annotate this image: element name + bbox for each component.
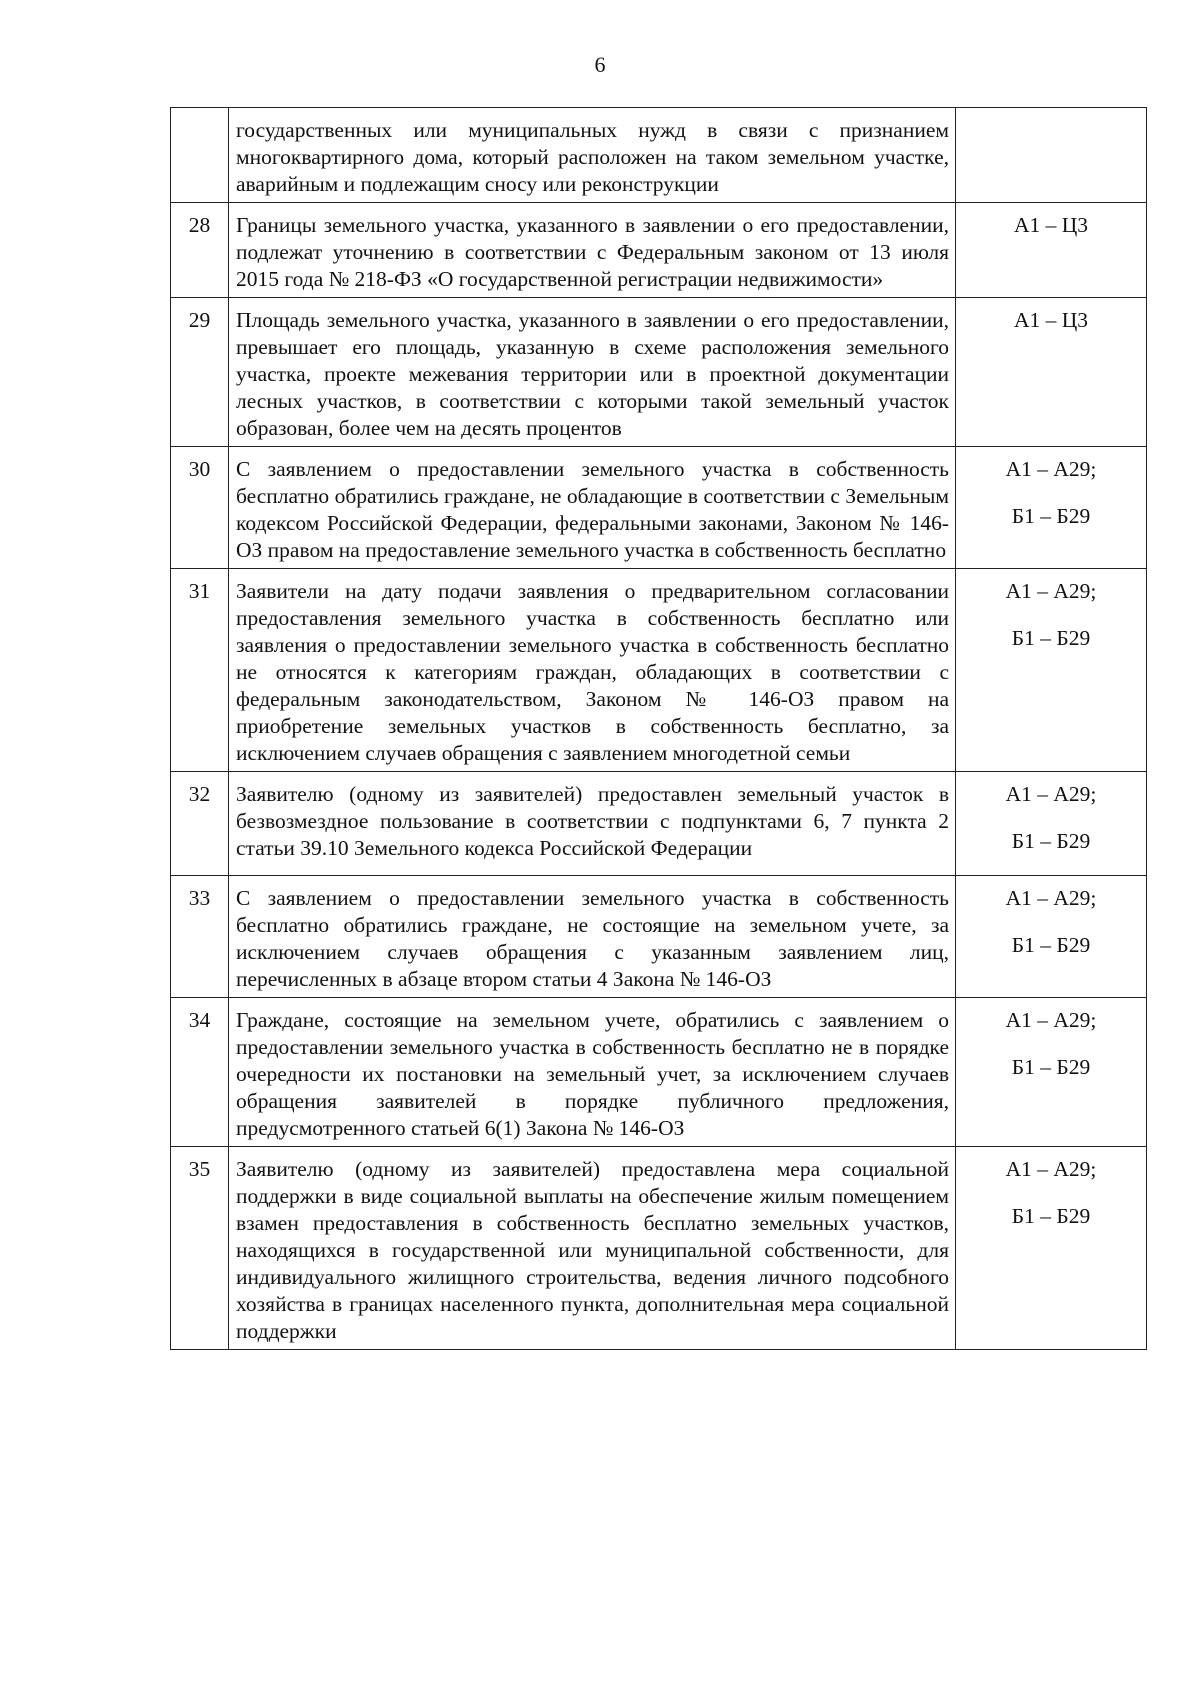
document-codes: [956, 298, 1147, 447]
ground-description: Границы земельного участка, указанного в заявлении о его предоставлении, подлежат уточнению в соответствии с Федеральным законом от 13 июля 2015 года № 218-ФЗ «О государственной регистрации недвижимости»: [229, 203, 956, 298]
row-number: 30: [171, 447, 229, 569]
table-row: [171, 203, 1147, 298]
document-code: А1 – А29;: [1005, 1157, 1097, 1181]
document-code: Б1 – Б29: [1011, 829, 1091, 853]
document-codes: [956, 569, 1147, 772]
row-number: 32: [171, 772, 229, 876]
document-codes: [956, 108, 1147, 203]
ground-description: Площадь земельного участка, указанного в заявлении о его предоставлении, превышает его площадь, указанную в схеме расположения земельного участка, проекте межевания территории или в проектной документации лесных участков, в соответствии с которыми такой земельный участок образован, более чем на десять процентов: [229, 298, 956, 447]
document-codes: [956, 1147, 1147, 1350]
table-row: [171, 569, 1147, 772]
document-code: Б1 – Б29: [1011, 626, 1091, 650]
table-row: [171, 772, 1147, 876]
page-number: 6: [594, 52, 606, 77]
row-number: [171, 108, 229, 203]
table-row: [171, 108, 1147, 203]
table-row: [171, 447, 1147, 569]
document-code: А1 – А29;: [1005, 1008, 1097, 1032]
ground-description: Заявители на дату подачи заявления о предварительном согласовании предоставления земельного участка в собственность бесплатно или заявления о предоставлении земельного участка в собственность бесплатно не относятся к категориям граждан, обладающих в соответствии с федеральным законодательством, Законом № 146-ОЗ правом на приобретение земельных участков в собственность бесплатно, за исключением случаев обращения с заявлением многодетной семьи: [229, 569, 956, 772]
table-row: [171, 298, 1147, 447]
ground-description: Граждане, состоящие на земельном учете, обратились с заявлением о предоставлении земельного участка в собственность бесплатно не в порядке очередности их постановки на земельный учет, за исключением случаев обращения заявителей в порядке публичного предложения, предусмотренного статьей 6(1) Закона № 146-ОЗ: [229, 998, 956, 1147]
table-row: [171, 1147, 1147, 1350]
refusal-grounds-table: [170, 107, 1147, 1350]
row-number: 31: [171, 569, 229, 772]
row-number: 35: [171, 1147, 229, 1350]
document-code: А1 – Ц3: [1013, 213, 1089, 237]
document-code: Б1 – Б29: [1011, 933, 1091, 957]
document-code: А1 – А29;: [1005, 457, 1097, 481]
document-codes: [956, 203, 1147, 298]
ground-description: С заявлением о предоставлении земельного участка в собственность бесплатно обратились граждане, не обладающие в соответствии с Земельным кодексом Российской Федерации, федеральными законами, Законом № 146-ОЗ правом на предоставление земельного участка в собственность бесплатно: [229, 447, 956, 569]
document-code: А1 – А29;: [1005, 886, 1097, 910]
ground-description: С заявлением о предоставлении земельного участка в собственность бесплатно обратились граждане, не состоящие на земельном учете, за исключением случаев обращения с указанным заявлением лиц, перечисленных в абзаце втором статьи 4 Закона № 146-ОЗ: [229, 876, 956, 998]
row-number: 34: [171, 998, 229, 1147]
document-code: Б1 – Б29: [1011, 504, 1091, 528]
document-codes: [956, 876, 1147, 998]
row-number: 33: [171, 876, 229, 998]
document-code: А1 – Ц3: [1013, 308, 1089, 332]
table-row: [171, 998, 1147, 1147]
document-code: Б1 – Б29: [1011, 1055, 1091, 1079]
ground-description: Заявителю (одному из заявителей) предоставлен земельный участок в безвозмездное пользование в соответствии с подпунктами 6, 7 пункта 2 статьи 39.10 Земельного кодекса Российской Федерации: [229, 772, 956, 876]
row-number: 29: [171, 298, 229, 447]
table-row: [171, 876, 1147, 998]
document-codes: [956, 998, 1147, 1147]
document-codes: [956, 772, 1147, 876]
document-code: А1 – А29;: [1005, 579, 1097, 603]
ground-description: Заявителю (одному из заявителей) предоставлена мера социальной поддержки в виде социальной выплаты на обеспечение жилым помещением взамен предоставления в собственность бесплатно земельных участков, находящихся в государственной или муниципальной собственности, для индивидуального жилищного строительства, ведения личного подсобного хозяйства в границах населенного пункта, дополнительная мера социальной поддержки: [229, 1147, 956, 1350]
ground-description: государственных или муниципальных нужд в связи с признанием многоквартирного дома, который расположен на таком земельном участке, аварийным и подлежащим сносу или реконструкции: [229, 108, 956, 203]
document-codes: [956, 447, 1147, 569]
table-body: [171, 108, 1147, 1350]
document-code: А1 – А29;: [1005, 782, 1097, 806]
document-code: Б1 – Б29: [1011, 1204, 1091, 1228]
row-number: 28: [171, 203, 229, 298]
